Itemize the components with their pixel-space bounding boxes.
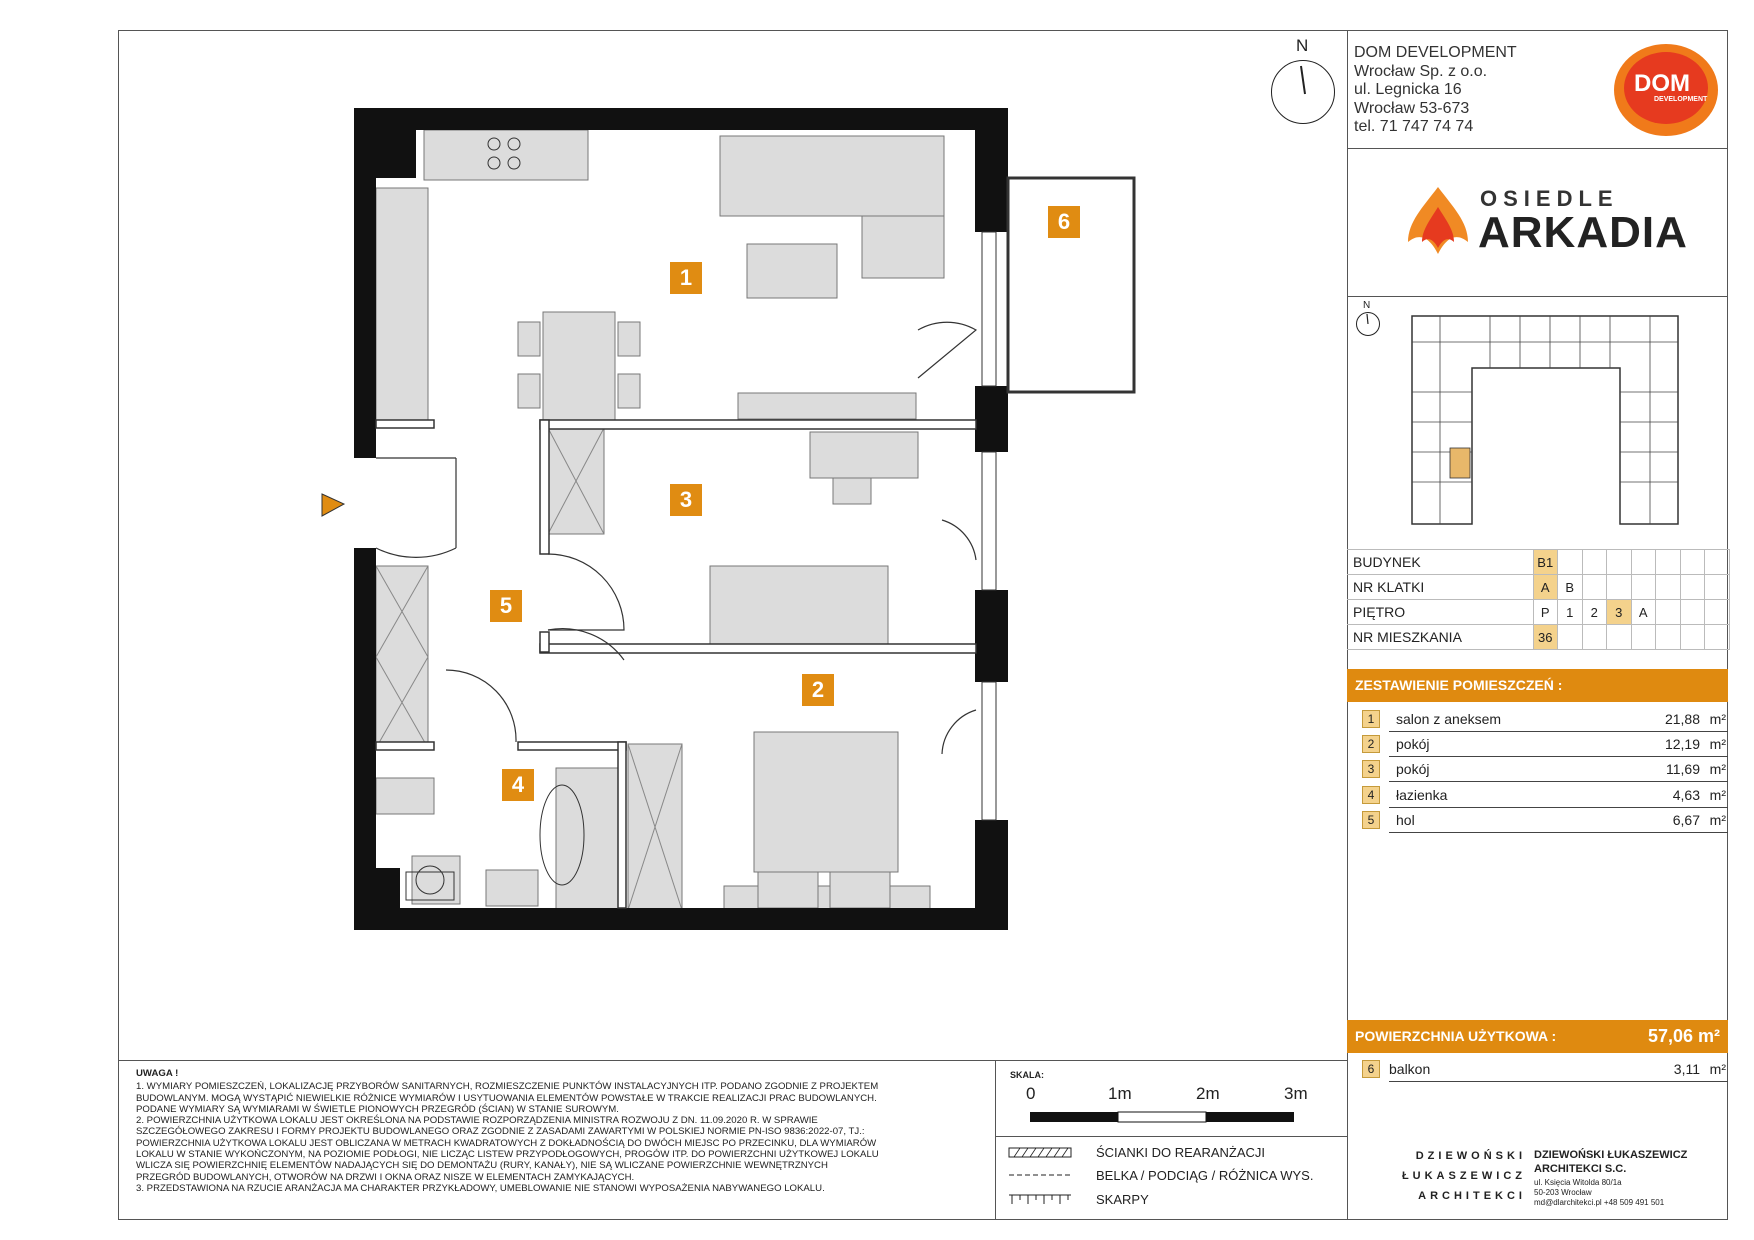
info-table-label: PIĘTRO: [1347, 600, 1533, 625]
rooms-header: ZESTAWIENIE POMIESZCZEŃ :: [1347, 669, 1728, 702]
legend-divider: [995, 1136, 1347, 1137]
room-number-6: 6: [1048, 206, 1080, 238]
room-area: 21,88: [1664, 711, 1700, 727]
note-line: 3. PRZEDSTAWIONA NA RZUCIE ARANŻACJA MA CHARAKTER PRZYKŁADOWY, UMEBLOWANIE NIE STANOWI WYPOSAŻENIA NABYWANEGO LOKALU.: [136, 1182, 825, 1194]
company-line: ul. Legnicka 16: [1354, 81, 1462, 98]
room-unit: m²: [1709, 711, 1726, 727]
architects-block: [1384, 1142, 1724, 1222]
architects-logo: [1390, 1146, 1526, 1206]
info-table-cell: [1680, 575, 1705, 600]
architects-address-line: 50-203 Wrocław: [1534, 1188, 1592, 1197]
room-badge: 3: [1362, 760, 1380, 778]
company-line: DOM DEVELOPMENT: [1354, 44, 1517, 61]
info-table-cell: A: [1533, 575, 1558, 600]
room-badge: 5: [1362, 811, 1380, 829]
info-table-cell: [1607, 625, 1632, 650]
info-table-cell: B: [1558, 575, 1583, 600]
architects-logo-line: ARCHITEKCI: [1418, 1190, 1526, 1202]
note-line: POWIERZCHNIA UŻYTKOWA LOKALU JEST OBLICZANA W METRACH KWADRATOWYCH Z DOKŁADNOŚCIĄ DO DWÓCH MIEJSC PO PRZECINKU, DLA WYMIARÓW: [136, 1137, 877, 1149]
room-number-1: 1: [670, 262, 702, 294]
room-area: 11,69: [1666, 761, 1700, 778]
company-line: tel. 71 747 74 74: [1354, 118, 1474, 135]
balcony-name: balkon: [1389, 1061, 1431, 1077]
architects-address-line: md@dlarchitekci.pl +48 509 491 501: [1534, 1198, 1665, 1207]
info-table-cell: [1607, 550, 1632, 575]
room-row: [1347, 808, 1728, 833]
room-number-5: 5: [490, 590, 522, 622]
room-unit: m²: [1709, 786, 1726, 803]
info-table-cell: B1: [1533, 550, 1558, 575]
balcony-underline: [1389, 1081, 1728, 1082]
north-circle-icon: [1271, 60, 1335, 124]
info-table-cell: [1582, 550, 1607, 575]
legend-label: BELKA / PODCIĄG / RÓŻNICA WYS.: [1096, 1168, 1314, 1183]
legend-label: SKARPY: [1096, 1192, 1149, 1207]
note-line: PRZEGRÓD BUDOWLANYCH, OTWORÓW NA DRZWI I OKNA ORAZ NISZE W ELEMENTACH ZAMYKAJĄCYCH.: [136, 1171, 635, 1183]
hatched-wall-icon: [1008, 1146, 1072, 1160]
apartment-info-table: [1347, 549, 1730, 650]
room-area: 4,63: [1672, 786, 1700, 803]
room-underline: [1389, 832, 1728, 833]
mini-north-arrow: [1354, 300, 1384, 340]
info-table-cell: [1680, 625, 1705, 650]
info-table-cell: [1582, 575, 1607, 600]
logo-divider: [1347, 296, 1728, 297]
room-unit: m²: [1709, 736, 1726, 753]
arkadia-title: ARKADIA: [1478, 208, 1688, 257]
arkadia-small-text: OSIEDLE: [1480, 186, 1619, 211]
note-line: BUDOWLANYM. MOGĄ WYSTĄPIĆ NIEWIELKIE RÓŻNICE WYMIARÓW I USYTUOWANIA ELEMENTÓW POWSTAŁE W TRAKCIE REALIZACJI PRAC BUDOWLANYCH.: [136, 1092, 877, 1104]
arkadia-logo: [1398, 182, 1698, 262]
info-table-cell: [1631, 625, 1656, 650]
info-table-cell: [1631, 575, 1656, 600]
info-table-label: NR KLATKI: [1347, 575, 1533, 600]
scale-label: SKALA:: [1010, 1070, 1044, 1080]
info-table-label: NR MIESZKANIA: [1347, 625, 1533, 650]
info-table-cell: [1631, 550, 1656, 575]
legend-label: ŚCIANKI DO REARANŻACJI: [1096, 1145, 1266, 1160]
architects-logo-line: ŁUKASZEWICZ: [1401, 1170, 1526, 1182]
room-row: [1347, 707, 1728, 732]
info-table-cell: [1680, 600, 1705, 625]
room-badge: 1: [1362, 710, 1380, 728]
info-table-cell: [1558, 625, 1583, 650]
north-arrow: [1268, 36, 1338, 126]
info-table-row: [1347, 625, 1729, 650]
info-table-cell: [1656, 600, 1681, 625]
info-table-cell: 1: [1558, 600, 1583, 625]
room-number-3: 3: [670, 484, 702, 516]
info-table-row: [1347, 575, 1729, 600]
architects-logo-line: DZIEWOŃSKI: [1415, 1150, 1526, 1162]
dom-logo-subtext: DEVELOPMENT: [1654, 96, 1708, 103]
notes-divider: [118, 1060, 1347, 1061]
note-line: PODANE WYMIARY SĄ WYMIARAMI W ŚWIETLE PIONOWYCH PRZEGRÓD (ŚCIAN) W STANIE SUROWYM.: [136, 1103, 619, 1115]
scale-tick: 0: [1026, 1084, 1036, 1103]
total-area-value: 57,06 m²: [1647, 1026, 1720, 1046]
room-number-4: 4: [502, 769, 534, 801]
room-name: salon z aneksem: [1396, 711, 1502, 727]
architects-name: [1534, 1148, 1687, 1176]
room-row: [1347, 783, 1728, 808]
info-table-cell: 36: [1533, 625, 1558, 650]
info-table-cell: [1656, 575, 1681, 600]
architects-address-line: ul. Księcia Witolda 80/1a: [1534, 1178, 1622, 1187]
mini-north-label: N: [1363, 300, 1371, 311]
note-line: WLICZA SIĘ POWIERZCHNIĘ ELEMENTÓW NADAJĄCYCH SIĘ DO DEMONTAŻU (RURY, KANAŁY), NIE SĄ WLICZANE POWIERZCHNIE WEWNĘTRZNYCH: [136, 1160, 828, 1172]
total-area-bar: [1347, 1020, 1728, 1053]
company-divider: [1347, 148, 1728, 149]
room-name: łazienka: [1396, 786, 1448, 803]
room-name: pokój: [1396, 736, 1430, 753]
balcony-row: [1347, 1057, 1728, 1082]
info-table-row: [1347, 600, 1729, 625]
info-table-cell: [1705, 625, 1730, 650]
balcony-badge: 6: [1362, 1060, 1380, 1078]
balcony-area: 3,11: [1673, 1061, 1700, 1077]
scale-divider: [995, 1060, 996, 1220]
building-key-plan: [1410, 312, 1680, 528]
info-table-cell: 2: [1582, 600, 1607, 625]
note-line: 1. WYMIARY POMIESZCZEŃ, LOKALIZACJĘ PRZYBORÓW SANITARNYCH, ROZMIESZCZENIE PUNKTÓW INSTALACYJNYCH ITP. PODANO ZGODNIE Z PROJEKTEM: [136, 1081, 879, 1093]
note-line: SZCZEGÓŁOWEGO ZAKRESU I FORMY PROJEKTU BUDOWLANEGO ORAZ ZGODNIE Z ZASADAMI ZAWARTYMI W POLSKIEJ NORMIE PN-ISO 9836:2022-07, TJ.:: [136, 1126, 865, 1138]
scale-ruler-icon: [1008, 1110, 1338, 1130]
note-line: LOKALU W STANIE WYKOŃCZONYM, NA POZIOMIE PODŁOGI, NIE LICZĄC LISTEW PRZYPODŁOGOWYCH, PROGÓW ITP. DO POWIERZCHNI UŻYTKOWEJ LOKALU: [136, 1149, 879, 1161]
info-table-cell: [1656, 625, 1681, 650]
architects-address: [1534, 1178, 1664, 1208]
room-badge: 2: [1362, 735, 1380, 753]
note-line: 2. POWIERZCHNIA UŻYTKOWA LOKALU JEST OKREŚLONA NA PODSTAWIE ROZPORZĄDZENIA MINISTRA ROZWOJU Z DN. 11.09.2020 R. W SPRAWIE: [136, 1115, 818, 1127]
scale-tick: 3m: [1284, 1084, 1308, 1103]
company-line: Wrocław Sp. z o.o.: [1354, 62, 1488, 80]
info-table-cell: [1582, 625, 1607, 650]
company-info: [1354, 44, 1517, 137]
room-number-2: 2: [802, 674, 834, 706]
dom-development-logo: [1612, 40, 1720, 138]
room-row: [1347, 732, 1728, 757]
room-unit: m²: [1709, 761, 1726, 778]
info-table-cell: [1607, 575, 1632, 600]
company-line: Wrocław 53-673: [1354, 99, 1470, 117]
info-table-row: [1347, 550, 1729, 575]
notes-section: [136, 1068, 966, 1194]
room-unit: m²: [1709, 811, 1726, 828]
info-table-cell: A: [1631, 600, 1656, 625]
scale-tick: 1m: [1108, 1084, 1132, 1103]
info-table-cell: [1705, 550, 1730, 575]
room-area: 12,19: [1664, 736, 1700, 753]
architects-name-line: DZIEWOŃSKI ŁUKASZEWICZ: [1534, 1149, 1688, 1161]
dashed-line-icon: [1008, 1168, 1072, 1182]
info-table-label: BUDYNEK: [1347, 550, 1533, 575]
notes-title: UWAGA !: [136, 1068, 179, 1079]
room-name: hol: [1396, 811, 1415, 828]
total-area-label: POWIERZCHNIA UŻYTKOWA :: [1355, 1028, 1557, 1044]
info-table-cell: P: [1533, 600, 1558, 625]
room-area: 6,67: [1672, 811, 1700, 828]
room-badge: 4: [1362, 786, 1380, 804]
slope-icon: [1008, 1192, 1072, 1206]
north-label: N: [1296, 36, 1309, 55]
scale-tick: 2m: [1196, 1084, 1220, 1103]
info-table-cell: [1558, 550, 1583, 575]
room-row: [1347, 757, 1728, 782]
info-table-cell: [1680, 550, 1705, 575]
dom-logo-text: DOM: [1634, 70, 1690, 97]
architects-name-line: ARCHITEKCI S.C.: [1534, 1163, 1627, 1175]
info-table-cell: 3: [1607, 600, 1632, 625]
info-table-cell: [1656, 550, 1681, 575]
info-table-cell: [1705, 600, 1730, 625]
balcony-unit: m²: [1709, 1061, 1726, 1077]
info-table-cell: [1705, 575, 1730, 600]
mini-north-circle-icon: [1356, 312, 1380, 336]
room-name: pokój: [1396, 761, 1430, 778]
